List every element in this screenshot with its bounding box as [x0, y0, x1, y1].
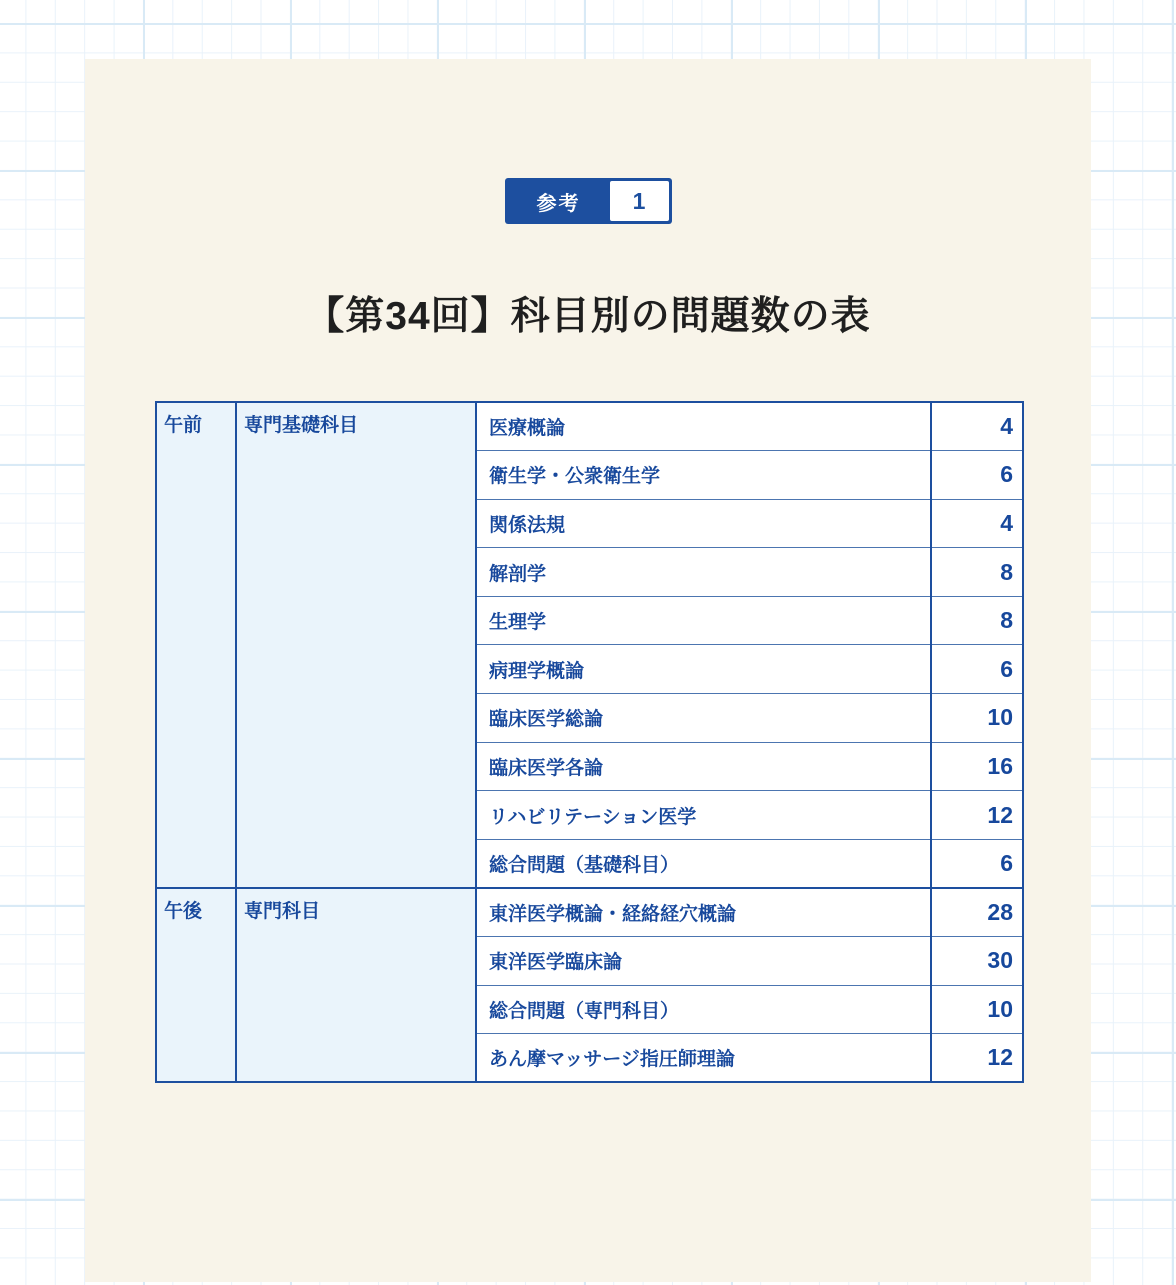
question-count-cell: 12	[931, 791, 1023, 840]
question-count-cell: 6	[931, 645, 1023, 694]
question-count-cell: 8	[931, 548, 1023, 597]
question-count-cell: 4	[931, 402, 1023, 451]
subject-name-cell: 臨床医学各論	[476, 742, 931, 791]
table-row	[156, 402, 1023, 451]
subject-name-cell: 衛生学・公衆衛生学	[476, 451, 931, 500]
subject-name-cell: 関係法規	[476, 499, 931, 548]
subjects-table-body	[156, 402, 1023, 1082]
subject-name-cell: 東洋医学臨床論	[476, 937, 931, 986]
subject-name-cell: 総合問題（専門科目）	[476, 985, 931, 1034]
subject-name-cell: 東洋医学概論・経絡経穴概論	[476, 888, 931, 937]
subjects-table-wrap	[155, 401, 1022, 1083]
question-count-cell: 16	[931, 742, 1023, 791]
subject-name-cell: 医療概論	[476, 402, 931, 451]
category-cell: 専門基礎科目	[236, 402, 476, 888]
category-cell: 専門科目	[236, 888, 476, 1082]
subject-name-cell: 生理学	[476, 596, 931, 645]
question-count-cell: 8	[931, 596, 1023, 645]
subjects-table	[155, 401, 1024, 1083]
question-count-cell: 4	[931, 499, 1023, 548]
session-cell: 午後	[156, 888, 236, 1082]
question-count-cell: 6	[931, 839, 1023, 888]
subject-name-cell: 解剖学	[476, 548, 931, 597]
page-title: 【第34回】科目別の問題数の表	[305, 295, 871, 338]
question-count-cell: 6	[931, 451, 1023, 500]
subject-name-cell: 病理学概論	[476, 645, 931, 694]
question-count-cell: 28	[931, 888, 1023, 937]
question-count-cell: 10	[931, 694, 1023, 743]
reference-badge-number: 1	[610, 181, 669, 221]
session-cell: 午前	[156, 402, 236, 888]
reference-badge-label: 参考	[536, 192, 581, 215]
subject-name-cell: 臨床医学総論	[476, 694, 931, 743]
subject-name-cell: あん摩マッサージ指圧師理論	[476, 1034, 931, 1083]
question-count-cell: 12	[931, 1034, 1023, 1083]
subject-name-cell: リハビリテーション医学	[476, 791, 931, 840]
content-card	[85, 59, 1091, 1282]
question-count-cell: 10	[931, 985, 1023, 1034]
table-row	[156, 888, 1023, 937]
reference-badge	[505, 178, 672, 224]
subject-name-cell: 総合問題（基礎科目）	[476, 839, 931, 888]
question-count-cell: 30	[931, 937, 1023, 986]
